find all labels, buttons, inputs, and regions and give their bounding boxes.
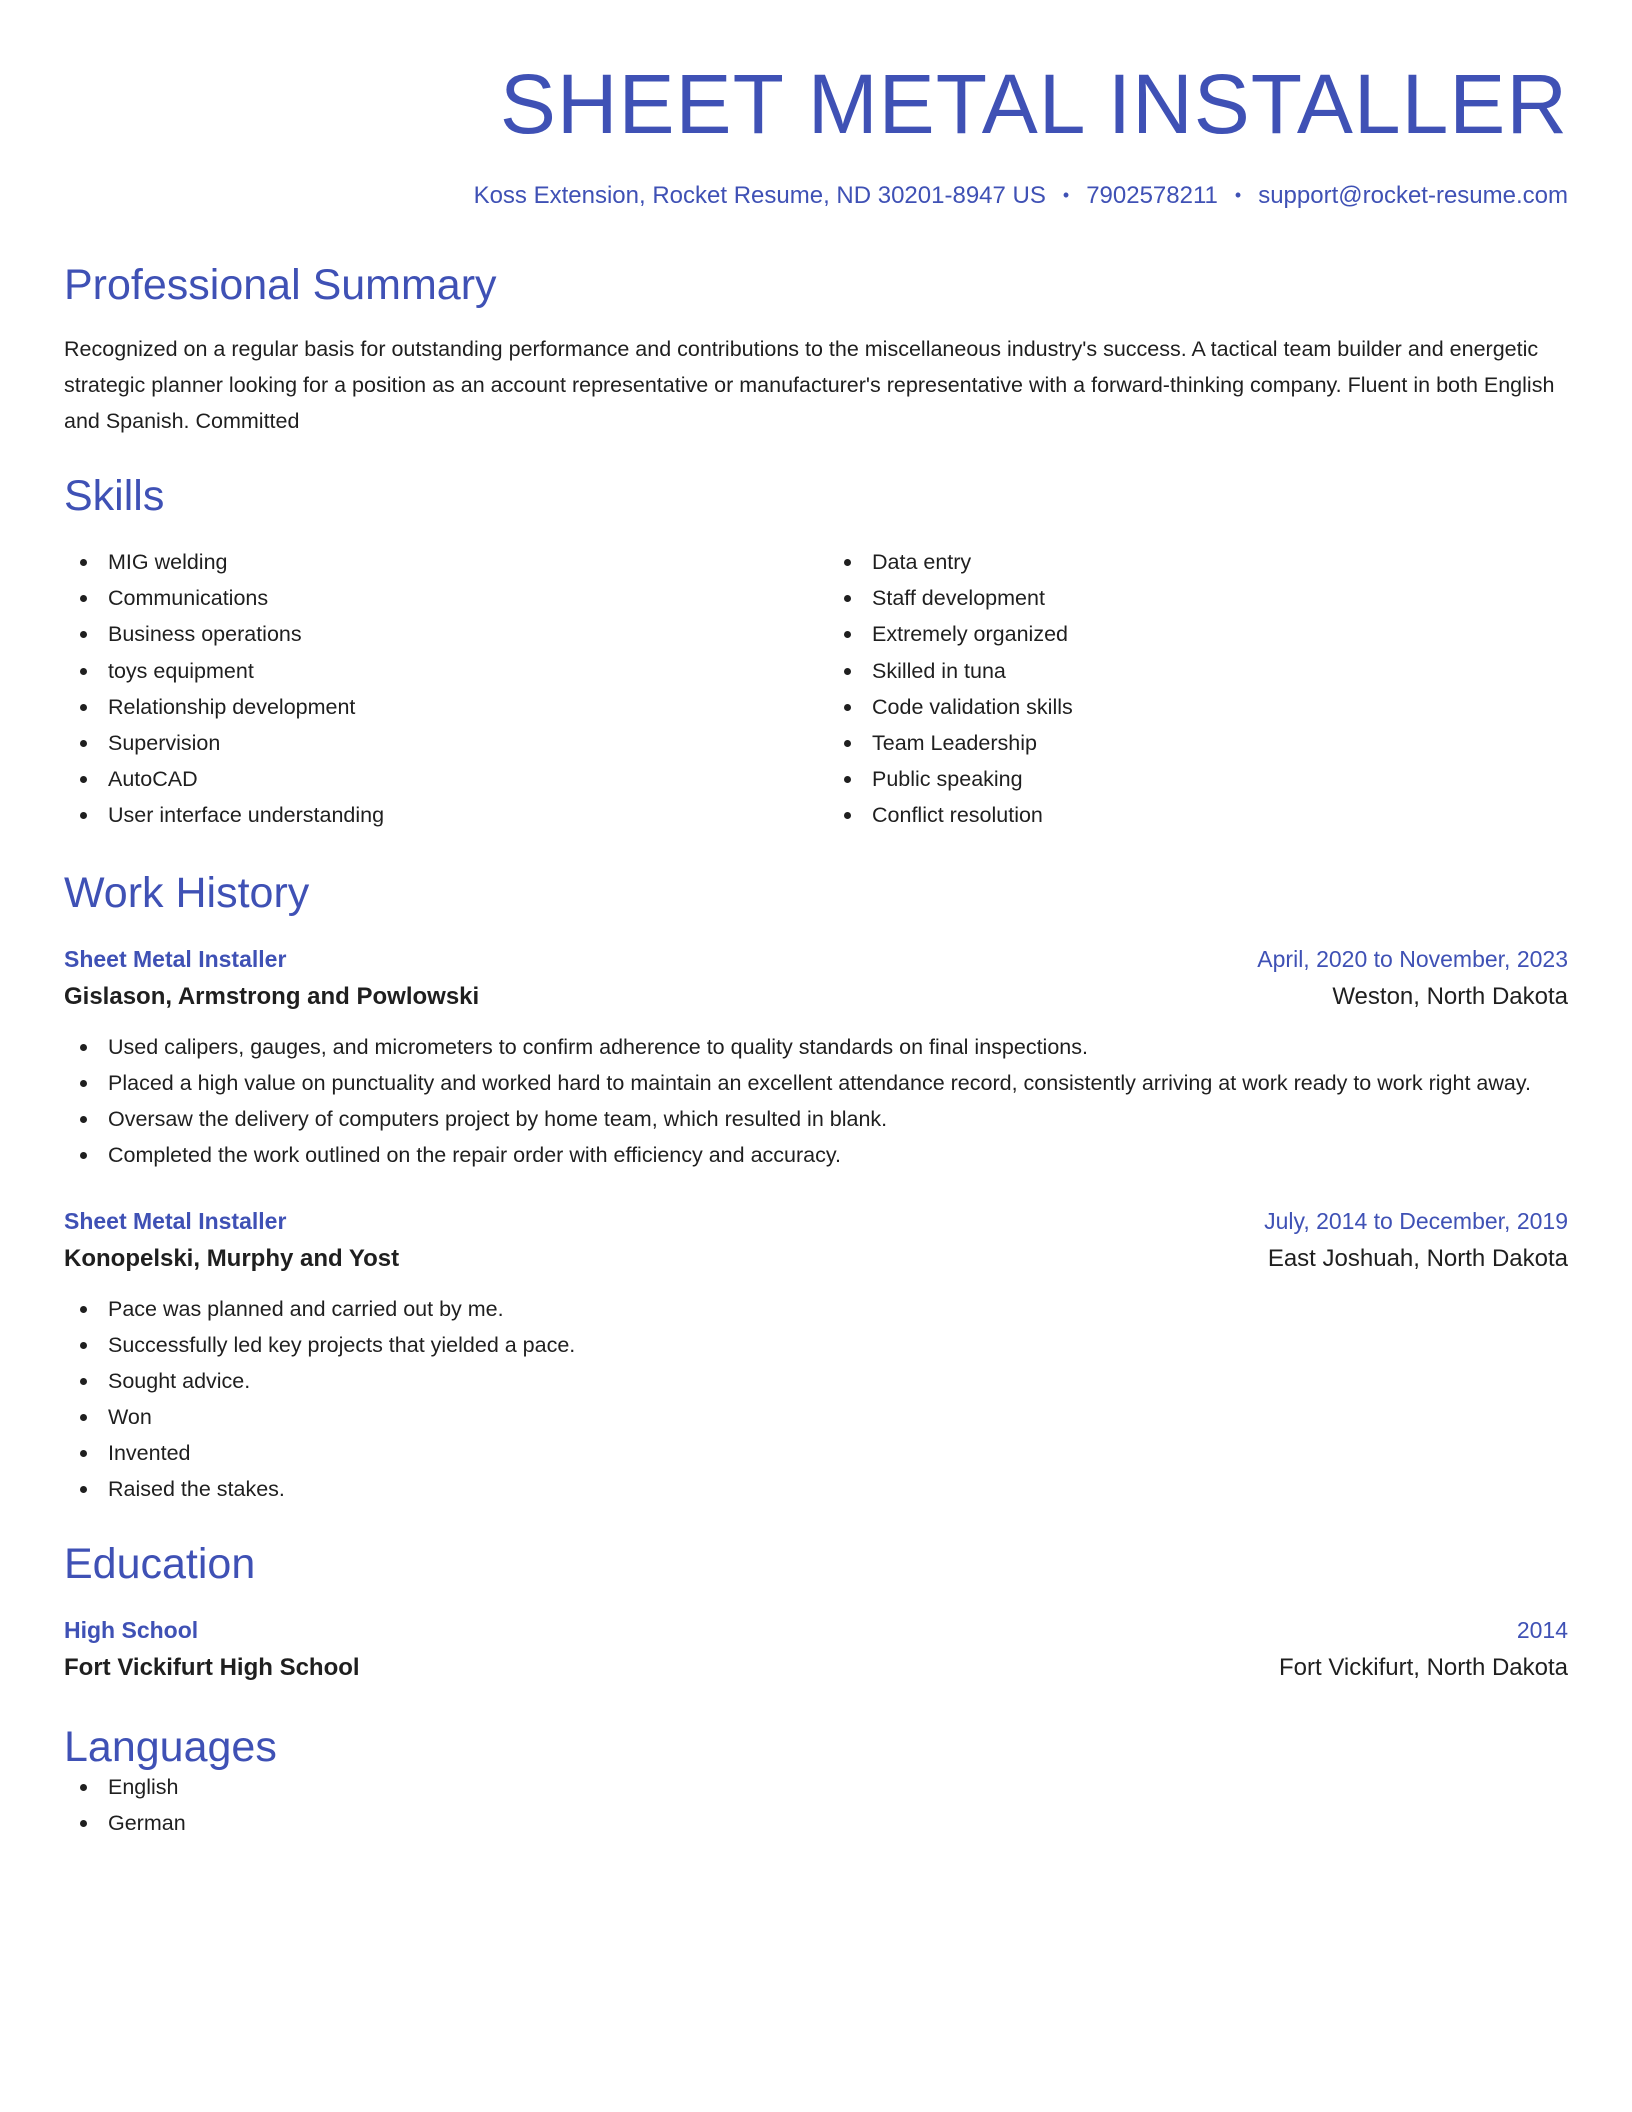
skill-item: User interface understanding	[64, 797, 804, 833]
contact-line	[64, 182, 1568, 210]
job-bullet: Invented	[64, 1435, 1568, 1471]
languages-list	[64, 1769, 1568, 1841]
summary-text: Recognized on a regular basis for outstanding performance and contributions to the miscellaneous industry's success. A tactical team builder and energetic strategic planner looking for a position as an account representative or manufacturer's representative with a forward-thinking company. Fluent in both English and Spanish. Committed	[64, 337, 1555, 433]
resume-name: SHEET METAL INSTALLER	[499, 57, 1568, 151]
skill-item: Business operations	[64, 616, 804, 652]
job-bullet: Pace was planned and carried out by me.	[64, 1291, 1568, 1327]
contact-separator: •	[1062, 185, 1070, 205]
contact-email: support@rocket-resume.com	[1258, 182, 1568, 209]
job-header-row	[64, 941, 1568, 977]
job-title: Sheet Metal Installer	[64, 945, 287, 972]
skill-item: Skilled in tuna	[828, 653, 1568, 689]
skills-grid	[64, 544, 1568, 834]
language-item: English	[64, 1769, 1568, 1805]
contact-phone: 7902578211	[1086, 182, 1218, 209]
section-title-skills: Skills	[64, 472, 165, 520]
job-bullet: Placed a high value on punctuality and worked hard to maintain an excellent attendance record, consistently arriving at work ready to work right away.	[64, 1065, 1568, 1101]
job-bullet: Completed the work outlined on the repair order with efficiency and accuracy.	[64, 1137, 1568, 1173]
resume-page	[64, 0, 1568, 1841]
skill-item: toys equipment	[64, 653, 804, 689]
skills-list-right	[828, 544, 1568, 834]
job-dates: April, 2020 to November, 2023	[1257, 945, 1568, 972]
job-bullet: Won	[64, 1399, 1568, 1435]
education-location: Fort Vickifurt, North Dakota	[1279, 1653, 1568, 1681]
job-company-row	[64, 977, 1568, 1017]
job-bullet: Oversaw the delivery of computers project by home team, which resulted in blank.	[64, 1101, 1568, 1137]
education-entry	[64, 1612, 1568, 1688]
job-company: Gislason, Armstrong and Powlowski	[64, 982, 480, 1010]
skills-list-left	[64, 544, 804, 834]
language-item: German	[64, 1805, 1568, 1841]
job-bullet: Successfully led key projects that yielded a pace.	[64, 1327, 1568, 1363]
education-degree: High School	[64, 1616, 199, 1643]
skill-item: Communications	[64, 580, 804, 616]
job-company: Konopelski, Murphy and Yost	[64, 1244, 400, 1272]
skill-item: Public speaking	[828, 761, 1568, 797]
skill-item: Staff development	[828, 580, 1568, 616]
job-bullet: Raised the stakes.	[64, 1471, 1568, 1507]
job-bullet: Sought advice.	[64, 1363, 1568, 1399]
skill-item: Data entry	[828, 544, 1568, 580]
job-location: Weston, North Dakota	[1332, 982, 1568, 1010]
skill-item: Relationship development	[64, 689, 804, 725]
skill-item: Team Leadership	[828, 725, 1568, 761]
job-location: East Joshuah, North Dakota	[1267, 1244, 1568, 1272]
section-title-summary: Professional Summary	[64, 261, 497, 309]
skill-item: Supervision	[64, 725, 804, 761]
education-year: 2014	[1516, 1616, 1568, 1643]
job-company-row	[64, 1239, 1568, 1279]
section-title-languages: Languages	[64, 1722, 277, 1771]
contact-address: Koss Extension, Rocket Resume, ND 30201-8947 US	[473, 182, 1046, 209]
section-title-work-history: Work History	[64, 868, 310, 917]
education-school-row	[64, 1648, 1568, 1688]
skill-item: MIG welding	[64, 544, 804, 580]
skill-item: Code validation skills	[828, 689, 1568, 725]
job-dates: July, 2014 to December, 2019	[1264, 1207, 1568, 1234]
job-entry	[64, 1203, 1568, 1507]
skill-item: Conflict resolution	[828, 797, 1568, 833]
job-entry	[64, 941, 1568, 1173]
education-school: Fort Vickifurt High School	[64, 1653, 360, 1681]
section-title-education: Education	[64, 1539, 256, 1588]
education-header-row	[64, 1612, 1568, 1648]
job-bullets	[64, 1029, 1568, 1173]
job-title: Sheet Metal Installer	[64, 1207, 287, 1234]
job-bullets	[64, 1291, 1568, 1507]
job-header-row	[64, 1203, 1568, 1239]
contact-separator: •	[1234, 185, 1242, 205]
skill-item: AutoCAD	[64, 761, 804, 797]
skill-item: Extremely organized	[828, 616, 1568, 652]
job-bullet: Used calipers, gauges, and micrometers to confirm adherence to quality standards on final inspections.	[64, 1029, 1568, 1065]
